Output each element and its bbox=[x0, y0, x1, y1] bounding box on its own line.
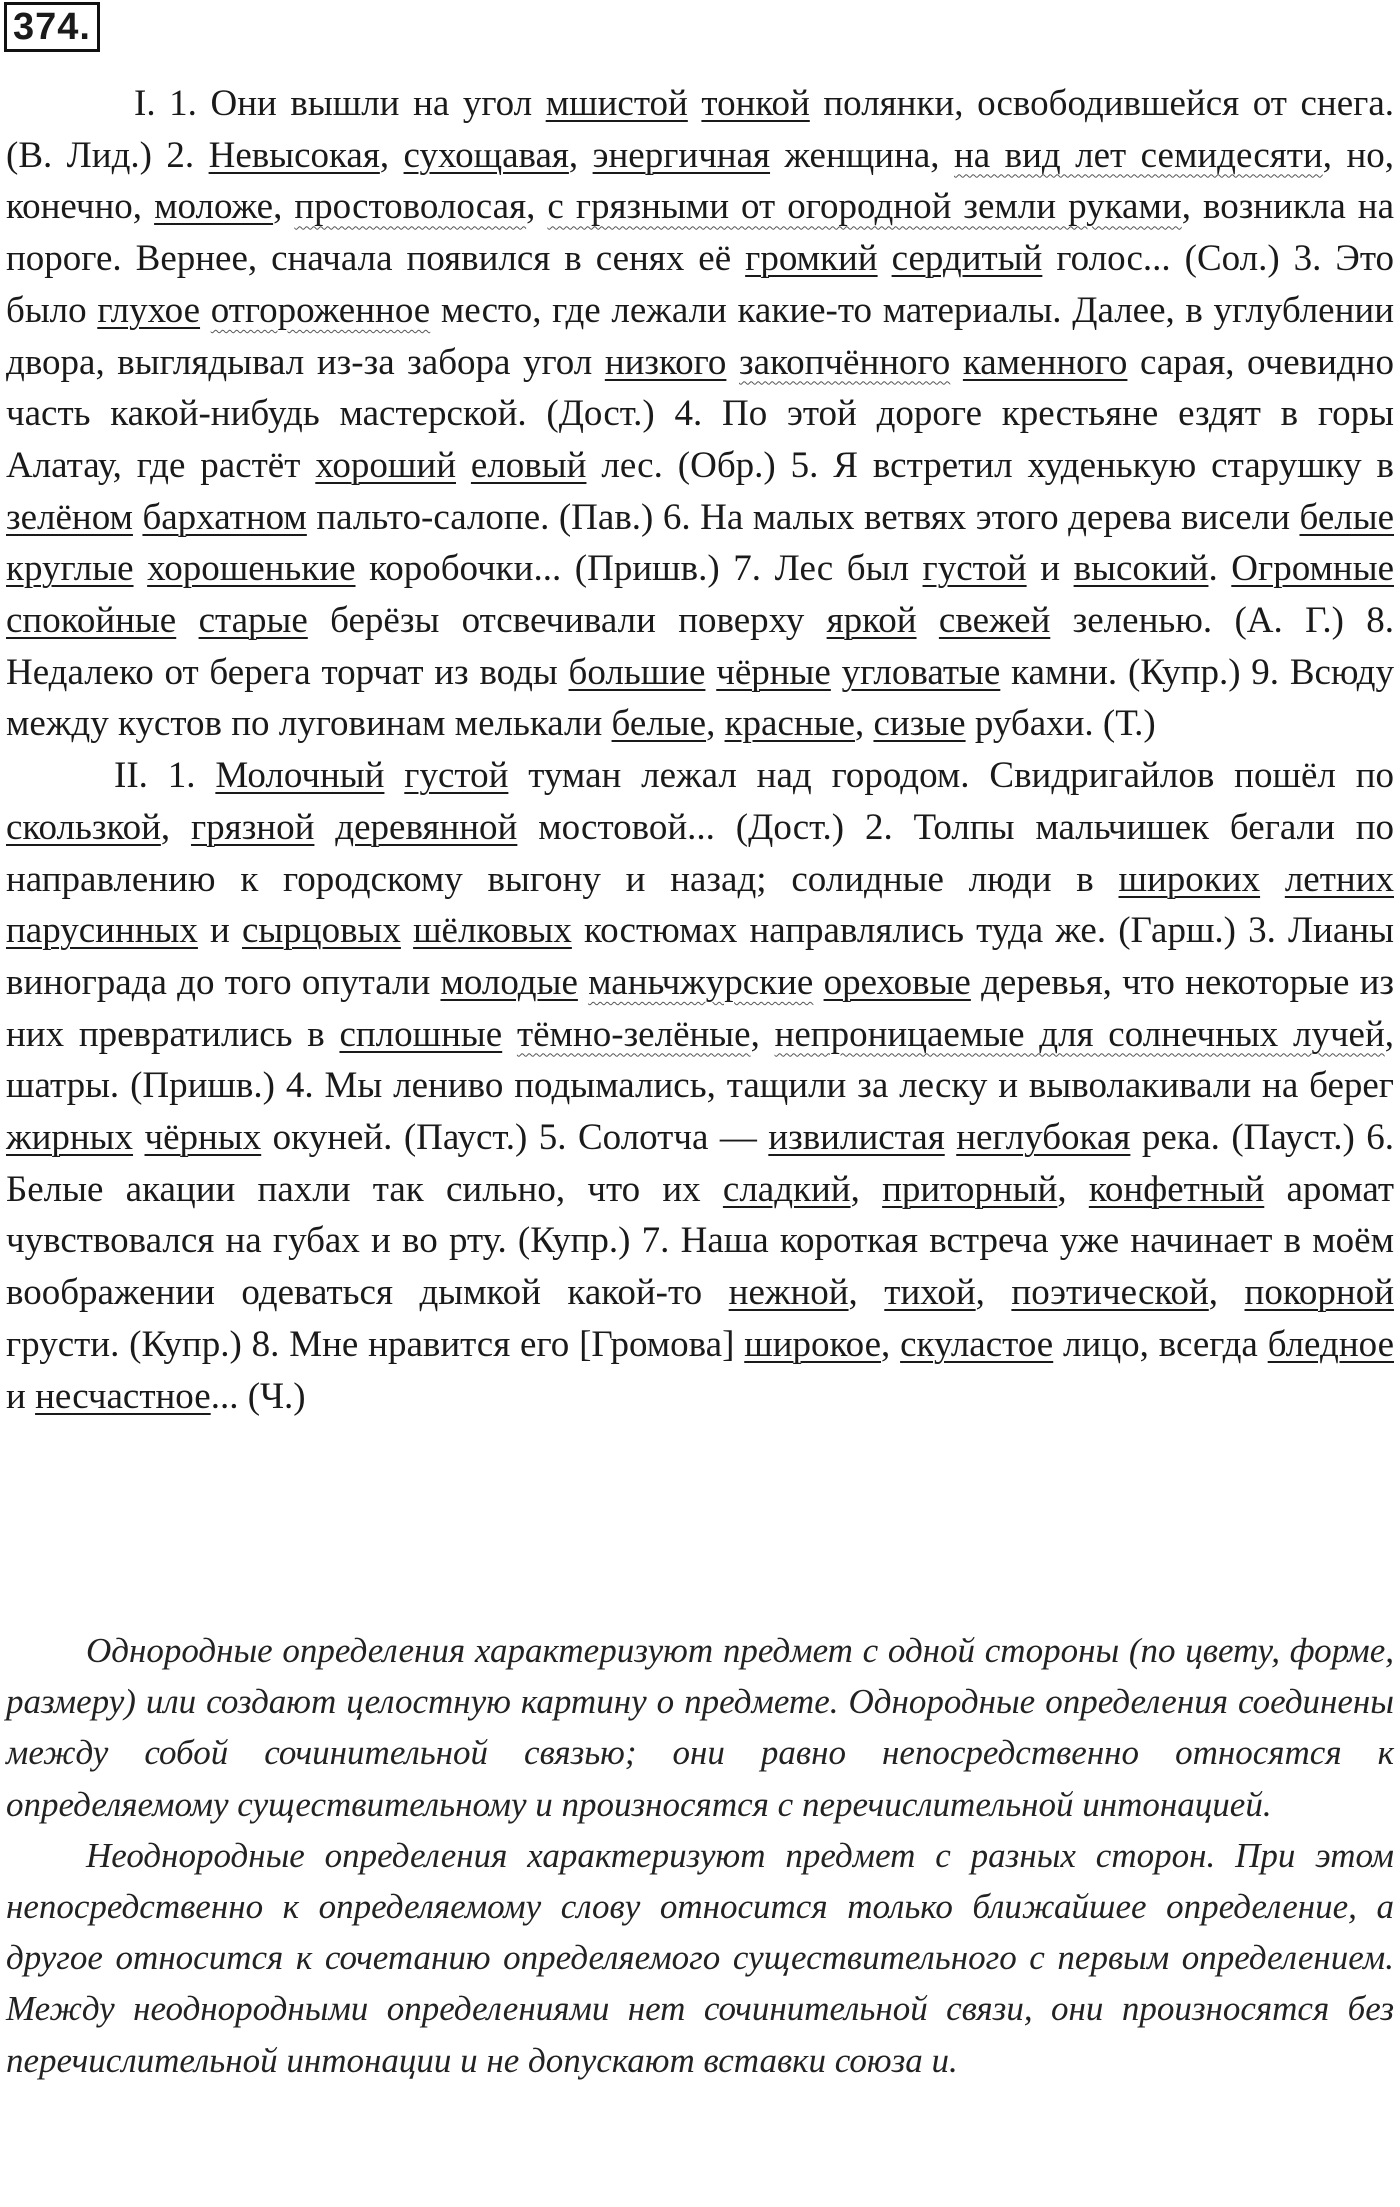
underlined-definition: густой bbox=[922, 548, 1027, 590]
underlined-definition: непроницаемые для солнечных лучей bbox=[774, 1013, 1385, 1055]
underlined-definition: с грязными от огородной земли руками bbox=[547, 186, 1182, 228]
underlined-definition: тихой bbox=[884, 1272, 976, 1314]
underlined-definition: летних bbox=[1284, 858, 1394, 900]
underlined-definition: Невысокая bbox=[208, 134, 380, 176]
underlined-definition: деревянной bbox=[335, 806, 518, 848]
underlined-definition: сырцовых bbox=[242, 910, 401, 952]
grammar-rule bbox=[6, 1625, 1394, 2086]
underlined-definition: белые bbox=[1299, 496, 1394, 538]
underlined-definition: скользкой bbox=[6, 806, 161, 848]
underlined-definition: большие bbox=[568, 651, 706, 693]
exercise-part-1: I. 1. Они вышли на угол мшистой тонкой полянки, освободившейся от снега. (В. Лид.) 2. Невысокая, сухощавая, энергичная женщина, на вид лет семидесяти, но, конечно, моложе, простоволосая, с грязными от огородной земли руками, возникла на пороге. Вернее, сначала появился в сенях её громкий сердитый голос... (Сол.) 3. Это было глухое отгороженное место, где лежали какие-то материалы. Далее, в углублении двора, выглядывал из-за забора угол низкого закопчённого каменного сарая, очевидно часть какой-нибудь мастерской. (Дост.) 4. По этой дороге крестьяне ездят в горы Алатау, где растёт хороший еловый лес. (Обр.) 5. Я встретил худенькую старушку в зелёном бархатном пальто-салопе. (Пав.) 6. На малых ветвях этого дерева висели белые круглые хорошенькие коробочки... (Пришв.) 7. Лес был густой и высокий. Огромные спокойные старые берёзы отсвечивали поверху яркой свежей зеленью. (А. Г.) 8. Недалеко от берега торчат из воды большие чёрные угловатые камни. (Купр.) 9. Всюду между кустов по луговинам мелькали белые, красные, сизые рубахи. (Т.) bbox=[6, 83, 1395, 745]
underlined-definition: хороший bbox=[315, 444, 456, 486]
underlined-definition: хорошенькие bbox=[147, 548, 356, 590]
exercise-part-2: II. 1. Молочный густой туман лежал над городом. Свидригайлов пошёл по скользкой, грязной деревянной мостовой... (Дост.) 2. Толпы мальчишек бегали по направлению к городскому выгону и назад; солидные люди в широких летних парусинных и сырцовых шёлковых костюмах направлялись туда же. (Гарш.) 3. Лианы винограда до того опутали молодые маньчжурские ореховые деревья, что некоторые из них превратились в сплошные тёмно-зелёные, непроницаемые для солнечных лучей, шатры. (Пришв.) 4. Мы лениво подымались, тащили за леску и выволакивали на берег жирных чёрных окуней. (Пауст.) 5. Солотча — извилистая неглубокая река. (Пауст.) 6. Белые акации пахли так сильно, что их сладкий, приторный, конфетный аромат чувствовался на губах и во рту. (Купр.) 7. Наша короткая встреча уже начинает в моём воображении одеваться дымкой какой-то нежной, тихой, поэтической, покорной грусти. (Купр.) 8. Мне нравится его [Громова] широкое, скуластое лицо, всегда бледное и несчастное... (Ч.) bbox=[6, 755, 1395, 1417]
underlined-definition: еловый bbox=[470, 444, 587, 486]
underlined-definition: парусинных bbox=[6, 910, 198, 952]
underlined-definition: каменного bbox=[962, 341, 1128, 383]
underlined-definition: старые bbox=[198, 600, 308, 642]
exercise-number: 374. bbox=[4, 2, 100, 52]
underlined-definition: конфетный bbox=[1088, 1168, 1265, 1210]
underlined-definition: грязной bbox=[191, 806, 315, 848]
underlined-definition: на вид лет семидесяти bbox=[953, 134, 1323, 176]
underlined-definition: густой bbox=[404, 755, 509, 797]
underlined-definition: сладкий bbox=[722, 1168, 851, 1210]
underlined-definition: извилистая bbox=[768, 1117, 945, 1159]
underlined-definition: сухощавая bbox=[403, 134, 569, 176]
underlined-definition: шёлковых bbox=[413, 910, 572, 952]
underlined-definition: поэтической bbox=[1011, 1272, 1209, 1314]
underlined-definition: угловатые bbox=[841, 651, 1001, 693]
underlined-definition: мшистой bbox=[545, 83, 688, 124]
underlined-definition: чёрные bbox=[716, 651, 831, 693]
underlined-definition: красные bbox=[724, 703, 855, 745]
underlined-definition: тонкой bbox=[701, 83, 810, 124]
rule-heterogeneous-definitions: Неоднородные определения характеризуют предмет с разных сторон. При этом непосредственно к определяемому слову относится только ближайшее определение, а другое относится к сочетанию определяемого существительного с первым определением. Между неоднородными определениями нет сочинительной связи, они произносятся без перечислительной интонации и не допускают вставки союза и. bbox=[6, 1835, 1394, 2080]
underlined-definition: маньчжурские bbox=[588, 961, 814, 1003]
underlined-definition: громкий bbox=[745, 238, 878, 280]
underlined-definition: бархатном bbox=[142, 496, 307, 538]
underlined-definition: сплошные bbox=[339, 1013, 503, 1055]
underlined-definition: чёрных bbox=[144, 1117, 262, 1159]
underlined-definition: ореховые bbox=[823, 961, 971, 1003]
underlined-definition: закопчённого bbox=[738, 341, 951, 383]
underlined-definition: приторный bbox=[882, 1168, 1058, 1210]
underlined-definition: отгороженное bbox=[210, 289, 431, 331]
underlined-definition: нежной bbox=[728, 1272, 849, 1314]
underlined-definition: свежей bbox=[938, 600, 1051, 642]
underlined-definition: простоволосая bbox=[294, 186, 527, 228]
underlined-definition: широкое bbox=[744, 1323, 881, 1365]
underlined-definition: несчастное bbox=[35, 1375, 211, 1417]
underlined-definition: Огромные bbox=[1231, 548, 1394, 590]
underlined-definition: молодые bbox=[440, 961, 578, 1003]
underlined-definition: жирных bbox=[6, 1117, 134, 1159]
underlined-definition: спокойные bbox=[6, 600, 177, 642]
underlined-definition: Молочный bbox=[215, 755, 385, 797]
underlined-definition: сердитый bbox=[891, 238, 1043, 280]
underlined-definition: бледное bbox=[1267, 1323, 1394, 1365]
underlined-definition: неглубокая bbox=[956, 1117, 1131, 1159]
underlined-definition: глухое bbox=[97, 289, 201, 331]
underlined-definition: белые bbox=[611, 703, 707, 745]
underlined-definition: высокий bbox=[1073, 548, 1209, 590]
underlined-definition: сизые bbox=[873, 703, 966, 745]
underlined-definition: низкого bbox=[604, 341, 727, 383]
underlined-definition: тёмно-зелёные bbox=[516, 1013, 751, 1055]
underlined-definition: широких bbox=[1118, 858, 1261, 900]
exercise-text bbox=[6, 78, 1394, 1422]
underlined-definition: яркой bbox=[826, 600, 917, 642]
rule-homogeneous-definitions: Однородные определения характеризуют предмет с одной стороны (по цвету, форме, размеру) или создают целостную картину о предмете. Однородные определения соединены между собой сочинительной связью; они равно непосредственно относятся к определяемому существительному и произносятся с перечислительной интонацией. bbox=[6, 1631, 1394, 1824]
underlined-definition: скуластое bbox=[900, 1323, 1054, 1365]
underlined-definition: зелёном bbox=[6, 496, 133, 538]
underlined-definition: моложе bbox=[154, 186, 274, 228]
underlined-definition: покорной bbox=[1244, 1272, 1395, 1314]
underlined-definition: энергичная bbox=[592, 134, 771, 176]
underlined-definition: круглые bbox=[6, 548, 134, 590]
